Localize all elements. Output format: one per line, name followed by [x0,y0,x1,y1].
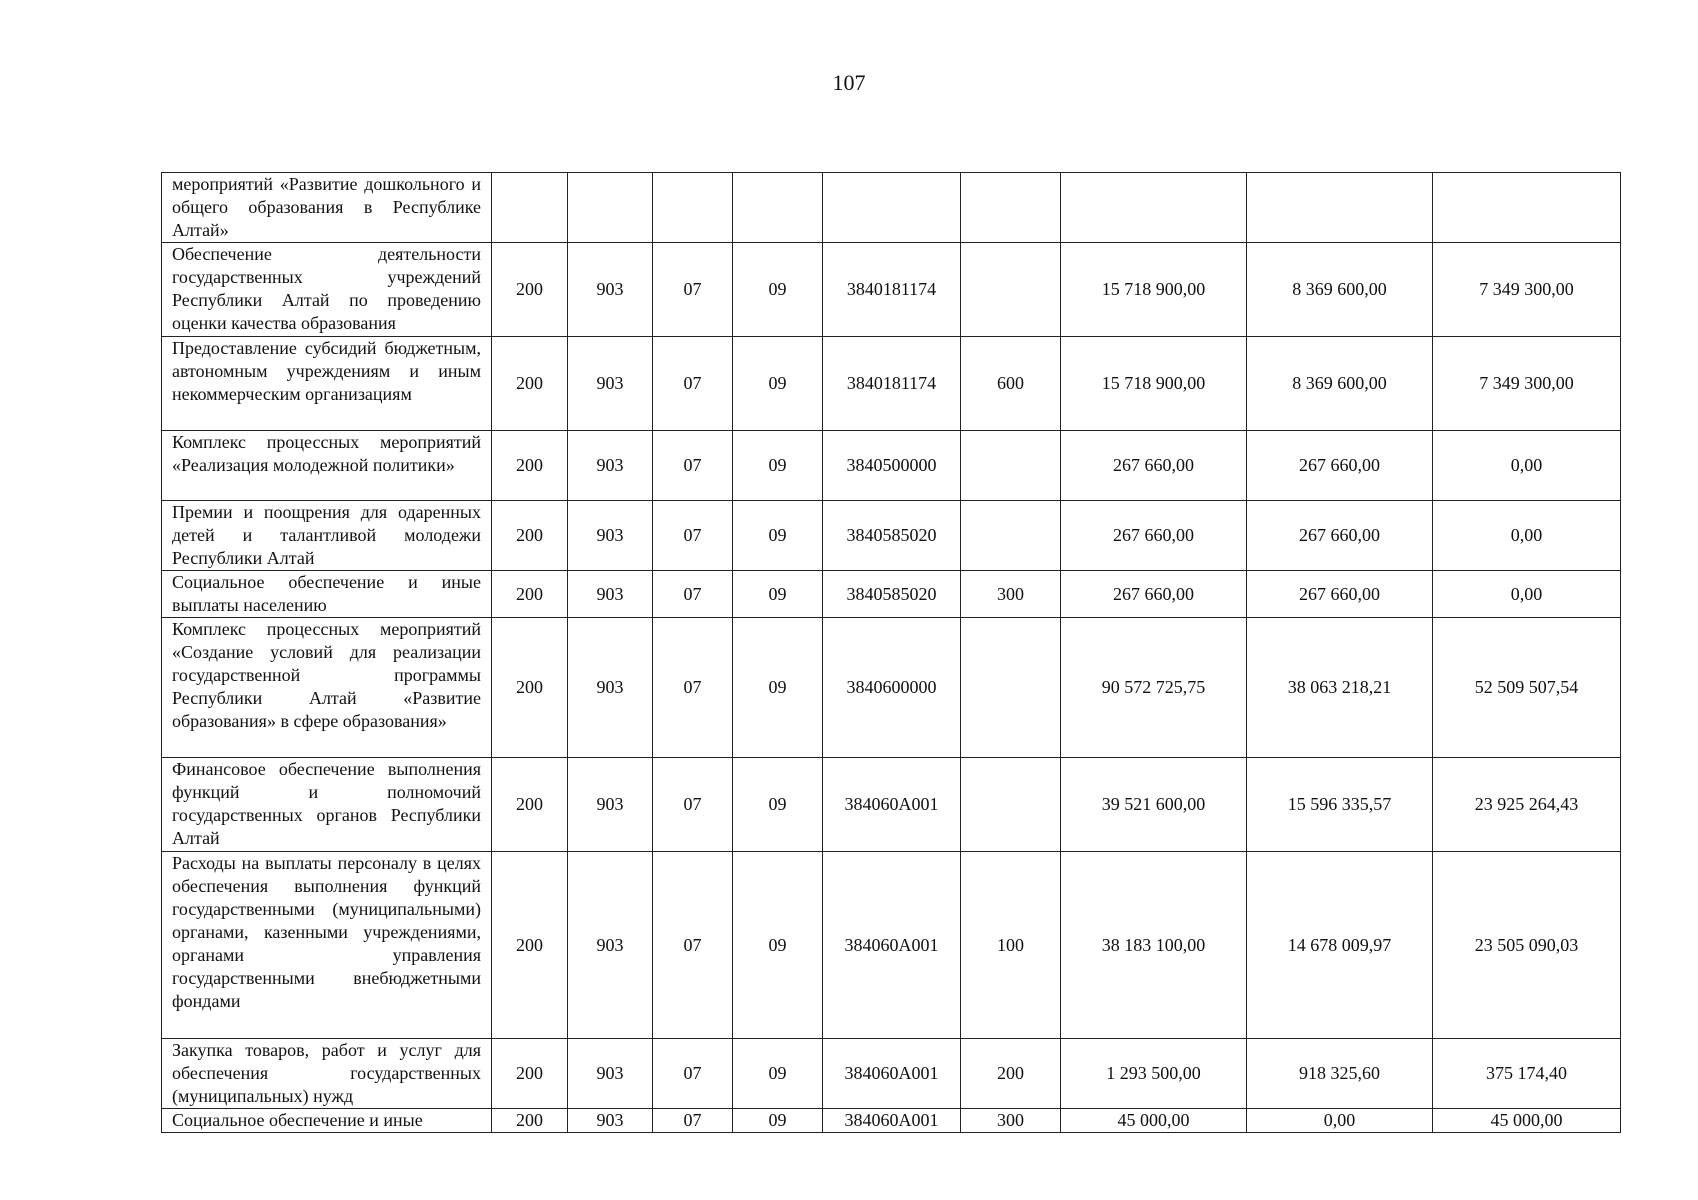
amount-total: 267 660,00 [1061,571,1247,618]
amount-total: 267 660,00 [1061,431,1247,501]
col-code-1: 200 [492,337,568,431]
col-section: 07 [653,618,733,758]
col-section: 07 [653,243,733,337]
col-code-1: 200 [492,618,568,758]
amount-total: 15 718 900,00 [1061,243,1247,337]
table-row [162,758,1621,852]
amount-total: 38 183 100,00 [1061,852,1247,1039]
col-target-article [823,173,961,243]
amount-total: 15 718 900,00 [1061,337,1247,431]
amount-2: 14 678 009,97 [1247,852,1433,1039]
col-expense-type [961,758,1061,852]
table-row [162,618,1621,758]
table-row [162,243,1621,337]
row-description: Комплекс процессных мероприятий «Реализация молодежной политики» [162,431,492,501]
col-code-2: 903 [568,1109,653,1133]
amount-3: 0,00 [1433,501,1621,571]
amount-2: 15 596 335,57 [1247,758,1433,852]
col-code-2: 903 [568,501,653,571]
col-section: 07 [653,758,733,852]
col-code-2: 903 [568,852,653,1039]
col-code-2: 903 [568,337,653,431]
col-subsection: 09 [733,501,823,571]
col-target-article: 3840181174 [823,243,961,337]
amount-2: 918 325,60 [1247,1039,1433,1109]
amount-total: 45 000,00 [1061,1109,1247,1133]
col-target-article: 3840585020 [823,501,961,571]
amount-total: 1 293 500,00 [1061,1039,1247,1109]
col-target-article: 384060А001 [823,1109,961,1133]
table-row [162,501,1621,571]
col-code-2 [568,173,653,243]
page-number: 107 [832,70,866,95]
amount-2 [1247,173,1433,243]
col-subsection: 09 [733,243,823,337]
row-description: Комплекс процессных мероприятий «Создание условий для реализации государственной программы Республики Алтай «Развитие образования» в сфере образования» [162,618,492,758]
table-row [162,1039,1621,1109]
col-subsection: 09 [733,1109,823,1133]
col-target-article: 3840181174 [823,337,961,431]
col-expense-type [961,501,1061,571]
amount-total: 39 521 600,00 [1061,758,1247,852]
col-code-1: 200 [492,243,568,337]
col-expense-type: 300 [961,571,1061,618]
amount-3: 23 925 264,43 [1433,758,1621,852]
col-section: 07 [653,1109,733,1133]
col-expense-type [961,173,1061,243]
col-subsection: 09 [733,431,823,501]
amount-3: 7 349 300,00 [1433,337,1621,431]
col-subsection: 09 [733,1039,823,1109]
row-description: Социальное обеспечение и иные [162,1109,492,1133]
row-description: Расходы на выплаты персоналу в целях обеспечения выполнения функций государственными (муниципальными) органами, казенными учреждениями, органами управления государственными внебюджетными фондами [162,852,492,1039]
amount-2: 267 660,00 [1247,501,1433,571]
col-target-article: 3840500000 [823,431,961,501]
col-target-article: 384060А001 [823,758,961,852]
amount-3: 45 000,00 [1433,1109,1621,1133]
col-expense-type: 200 [961,1039,1061,1109]
amount-2: 8 369 600,00 [1247,243,1433,337]
col-expense-type [961,243,1061,337]
col-target-article: 3840600000 [823,618,961,758]
col-subsection: 09 [733,571,823,618]
col-target-article: 384060А001 [823,852,961,1039]
amount-3: 0,00 [1433,431,1621,501]
amount-2: 267 660,00 [1247,571,1433,618]
col-section: 07 [653,571,733,618]
amount-3: 375 174,40 [1433,1039,1621,1109]
col-code-1: 200 [492,571,568,618]
col-expense-type [961,618,1061,758]
table-row [162,571,1621,618]
row-description: Социальное обеспечение и иные выплаты населению [162,571,492,618]
col-section: 07 [653,431,733,501]
table-row [162,431,1621,501]
col-code-1: 200 [492,758,568,852]
col-code-2: 903 [568,431,653,501]
amount-3: 52 509 507,54 [1433,618,1621,758]
col-subsection [733,173,823,243]
col-expense-type: 100 [961,852,1061,1039]
amount-2: 8 369 600,00 [1247,337,1433,431]
col-code-1 [492,173,568,243]
col-code-2: 903 [568,243,653,337]
col-subsection: 09 [733,337,823,431]
col-section: 07 [653,1039,733,1109]
col-code-1: 200 [492,431,568,501]
table-row [162,173,1621,243]
col-code-2: 903 [568,571,653,618]
col-code-2: 903 [568,1039,653,1109]
col-target-article: 3840585020 [823,571,961,618]
col-code-1: 200 [492,501,568,571]
col-target-article: 384060А001 [823,1039,961,1109]
budget-table [161,172,1621,1133]
col-code-1: 200 [492,852,568,1039]
amount-2: 0,00 [1247,1109,1433,1133]
col-code-1: 200 [492,1109,568,1133]
col-section: 07 [653,852,733,1039]
col-section: 07 [653,337,733,431]
row-description: Финансовое обеспечение выполнения функций и полномочий государственных органов Республики Алтай [162,758,492,852]
amount-3 [1433,173,1621,243]
col-code-1: 200 [492,1039,568,1109]
row-description: Закупка товаров, работ и услуг для обеспечения государственных (муниципальных) нужд [162,1039,492,1109]
col-expense-type: 600 [961,337,1061,431]
col-expense-type: 300 [961,1109,1061,1133]
amount-2: 267 660,00 [1247,431,1433,501]
amount-total: 90 572 725,75 [1061,618,1247,758]
amount-total [1061,173,1247,243]
col-section: 07 [653,501,733,571]
table-row [162,1109,1621,1133]
col-section [653,173,733,243]
col-subsection: 09 [733,758,823,852]
col-code-2: 903 [568,618,653,758]
row-description: мероприятий «Развитие дошкольного и общего образования в Республике Алтай» [162,173,492,243]
row-description: Обеспечение деятельности государственных учреждений Республики Алтай по проведению оценки качества образования [162,243,492,337]
amount-total: 267 660,00 [1061,501,1247,571]
amount-2: 38 063 218,21 [1247,618,1433,758]
col-subsection: 09 [733,852,823,1039]
amount-3: 0,00 [1433,571,1621,618]
col-code-2: 903 [568,758,653,852]
row-description: Предоставление субсидий бюджетным, автономным учреждениям и иным некоммерческим организациям [162,337,492,431]
col-subsection: 09 [733,618,823,758]
amount-3: 7 349 300,00 [1433,243,1621,337]
amount-3: 23 505 090,03 [1433,852,1621,1039]
table-row [162,337,1621,431]
row-description: Премии и поощрения для одаренных детей и талантливой молодежи Республики Алтай [162,501,492,571]
col-expense-type [961,431,1061,501]
table-row [162,852,1621,1039]
